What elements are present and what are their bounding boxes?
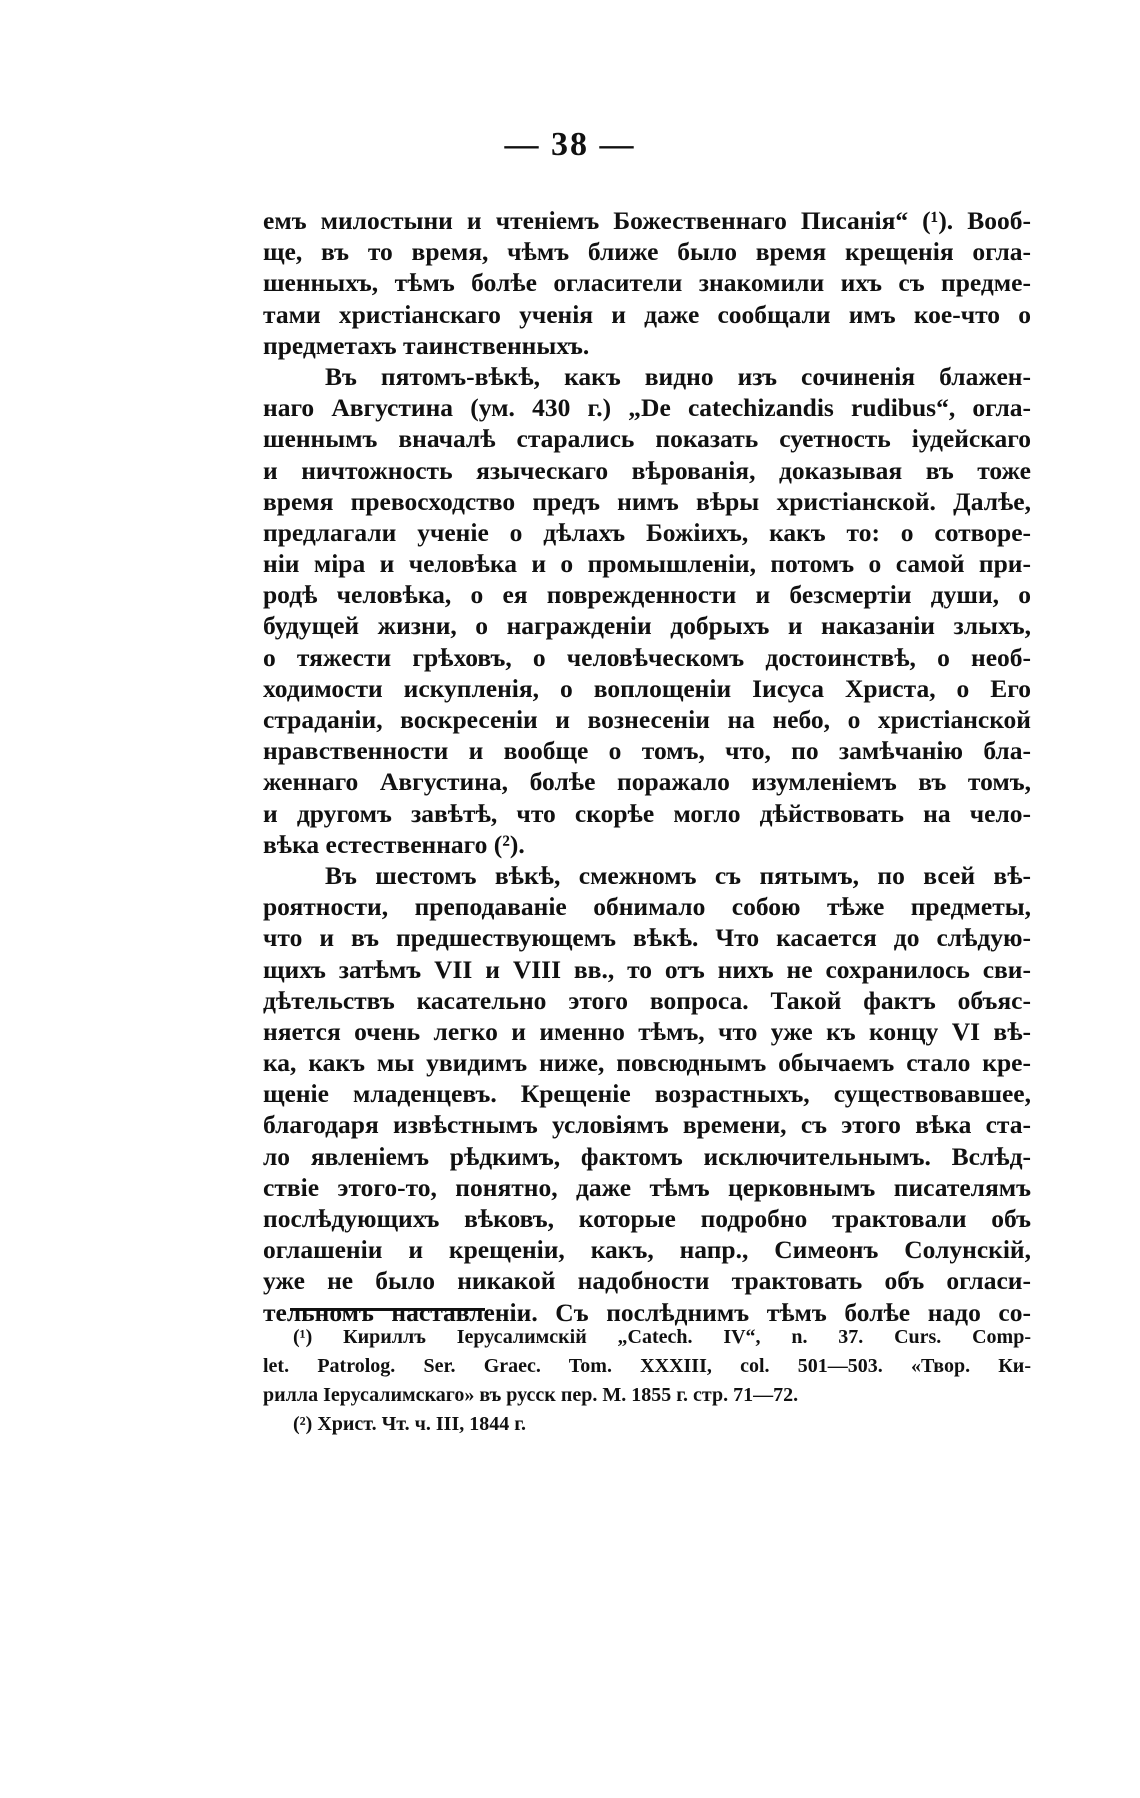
footnote-line: (²) Христ. Чт. ч. III, 1844 г. [293,1413,527,1435]
text-line: ще, въ то время, чѣмъ ближе было время крещенія огла- [263,237,1031,267]
text-line: шеннымъ вначалѣ старались показать суетность іудейскаго [263,424,1031,454]
text-line: вѣка естественнаго (²). [263,829,525,859]
text-line: предметахъ таинственныхъ. [263,330,590,360]
text-line: ніи міра и человѣка и о промышленіи, потомъ о самой при- [263,549,1031,579]
text-line: ствіе этого-то, понятно, даже тѣмъ церковнымъ писателямъ [263,1172,1031,1202]
text-line: ка, какъ мы увидимъ ниже, повсюднымъ обычаемъ стало кре- [263,1048,1031,1078]
text-line: и другомъ завѣтѣ, что скорѣе могло дѣйствовать на чело- [263,798,1031,828]
text-line: уже не было никакой надобности трактовать объ огласи- [263,1266,1031,1296]
text-line: оглашеніи и крещеніи, какъ, напр., Симеонъ Солунскій, [263,1235,1031,1265]
text-line: благодаря извѣстнымъ условіямъ времени, съ этого вѣка ста- [263,1110,1031,1140]
text-line: тельномъ наставленіи. Съ послѣднимъ тѣмъ болѣе надо со- [263,1297,1031,1327]
text-line: о тяжести грѣховъ, о человѣческомъ достоинствѣ, о необ- [263,642,1031,672]
footnote-line: рилла Іерусалимскаго» въ русск пер. М. 1855 г. стр. 71—72. [263,1384,799,1406]
paragraph-start-line: Въ пятомъ-вѣкѣ, какъ видно изъ сочиненія блажен- [325,361,1031,391]
text-line: что и въ предшествующемъ вѣкѣ. Что касается до слѣдую- [263,923,1031,953]
text-line: тами христіанскаго ученія и даже сообщали имъ кое-что о [263,299,1031,329]
text-line: емъ милостыни и чтеніемъ Божественнаго Писанія“ (¹). Вооб- [263,206,1031,235]
footnote-divider [290,1308,485,1311]
text-line: дѣтельствъ касательно этого вопроса. Такой фактъ объяс- [263,985,1031,1015]
text-line: время превосходство предъ нимъ вѣры христіанской. Далѣе, [263,486,1031,516]
paragraph-start-line: Въ шестомъ вѣкѣ, смежномъ съ пятымъ, по всей вѣ- [325,860,1031,890]
text-line: ло явленіемъ рѣдкимъ, фактомъ исключительнымъ. Вслѣд- [263,1141,1031,1171]
text-line: предлагали ученіе о дѣлахъ Божіихъ, какъ то: о сотворе- [263,517,1031,547]
text-line: щеніе младенцевъ. Крещеніе возрастныхъ, существовавшее, [263,1079,1031,1109]
text-line: роятности, преподаваніе обнимало собою тѣже предметы, [263,892,1031,922]
text-line: ходимости искупленія, о воплощеніи Іисуса Христа, о Его [263,673,1031,703]
text-line: женнаго Августина, болѣе поражало изумленіемъ въ томъ, [263,767,1031,797]
text-line: нравственности и вообще о томъ, что, по замѣчанію бла- [263,736,1031,766]
footnote-line: (¹) Кириллъ Іерусалимскій „Catech. IV“, n. 37. Curs. Comp- [293,1326,1031,1348]
footnote-line: let. Patrolog. Ser. Graec. Tom. XXXIII, col. 501—503. «Твор. Ки- [263,1355,1031,1377]
text-line: и ничтожность языческаго вѣрованія, доказывая въ тоже [263,455,1031,485]
text-line: родѣ человѣка, о ея поврежденности и безсмертіи души, о [263,580,1031,610]
text-line: наго Августина (ум. 430 г.) „De catechizandis rudibus“, огла- [263,393,1031,423]
text-line: щихъ затѣмъ VII и VIII вв., то отъ нихъ не сохранилось сви- [263,954,1031,984]
text-line: страданіи, воскресеніи и вознесеніи на небо, о христіанской [263,705,1031,734]
page-number: — 38 — [504,126,636,163]
body-text [263,205,1031,1328]
text-line: шенныхъ, тѣмъ болѣе огласители знакомили ихъ съ предме- [263,268,1031,298]
text-line: няется очень легко и именно тѣмъ, что уже къ концу VI вѣ- [263,1016,1031,1046]
text-line: послѣдующихъ вѣковъ, которые подробно трактовали объ [263,1204,1031,1233]
footnotes [263,1323,1031,1439]
text-line: будущей жизни, о награжденіи добрыхъ и наказаніи злыхъ, [263,611,1031,641]
